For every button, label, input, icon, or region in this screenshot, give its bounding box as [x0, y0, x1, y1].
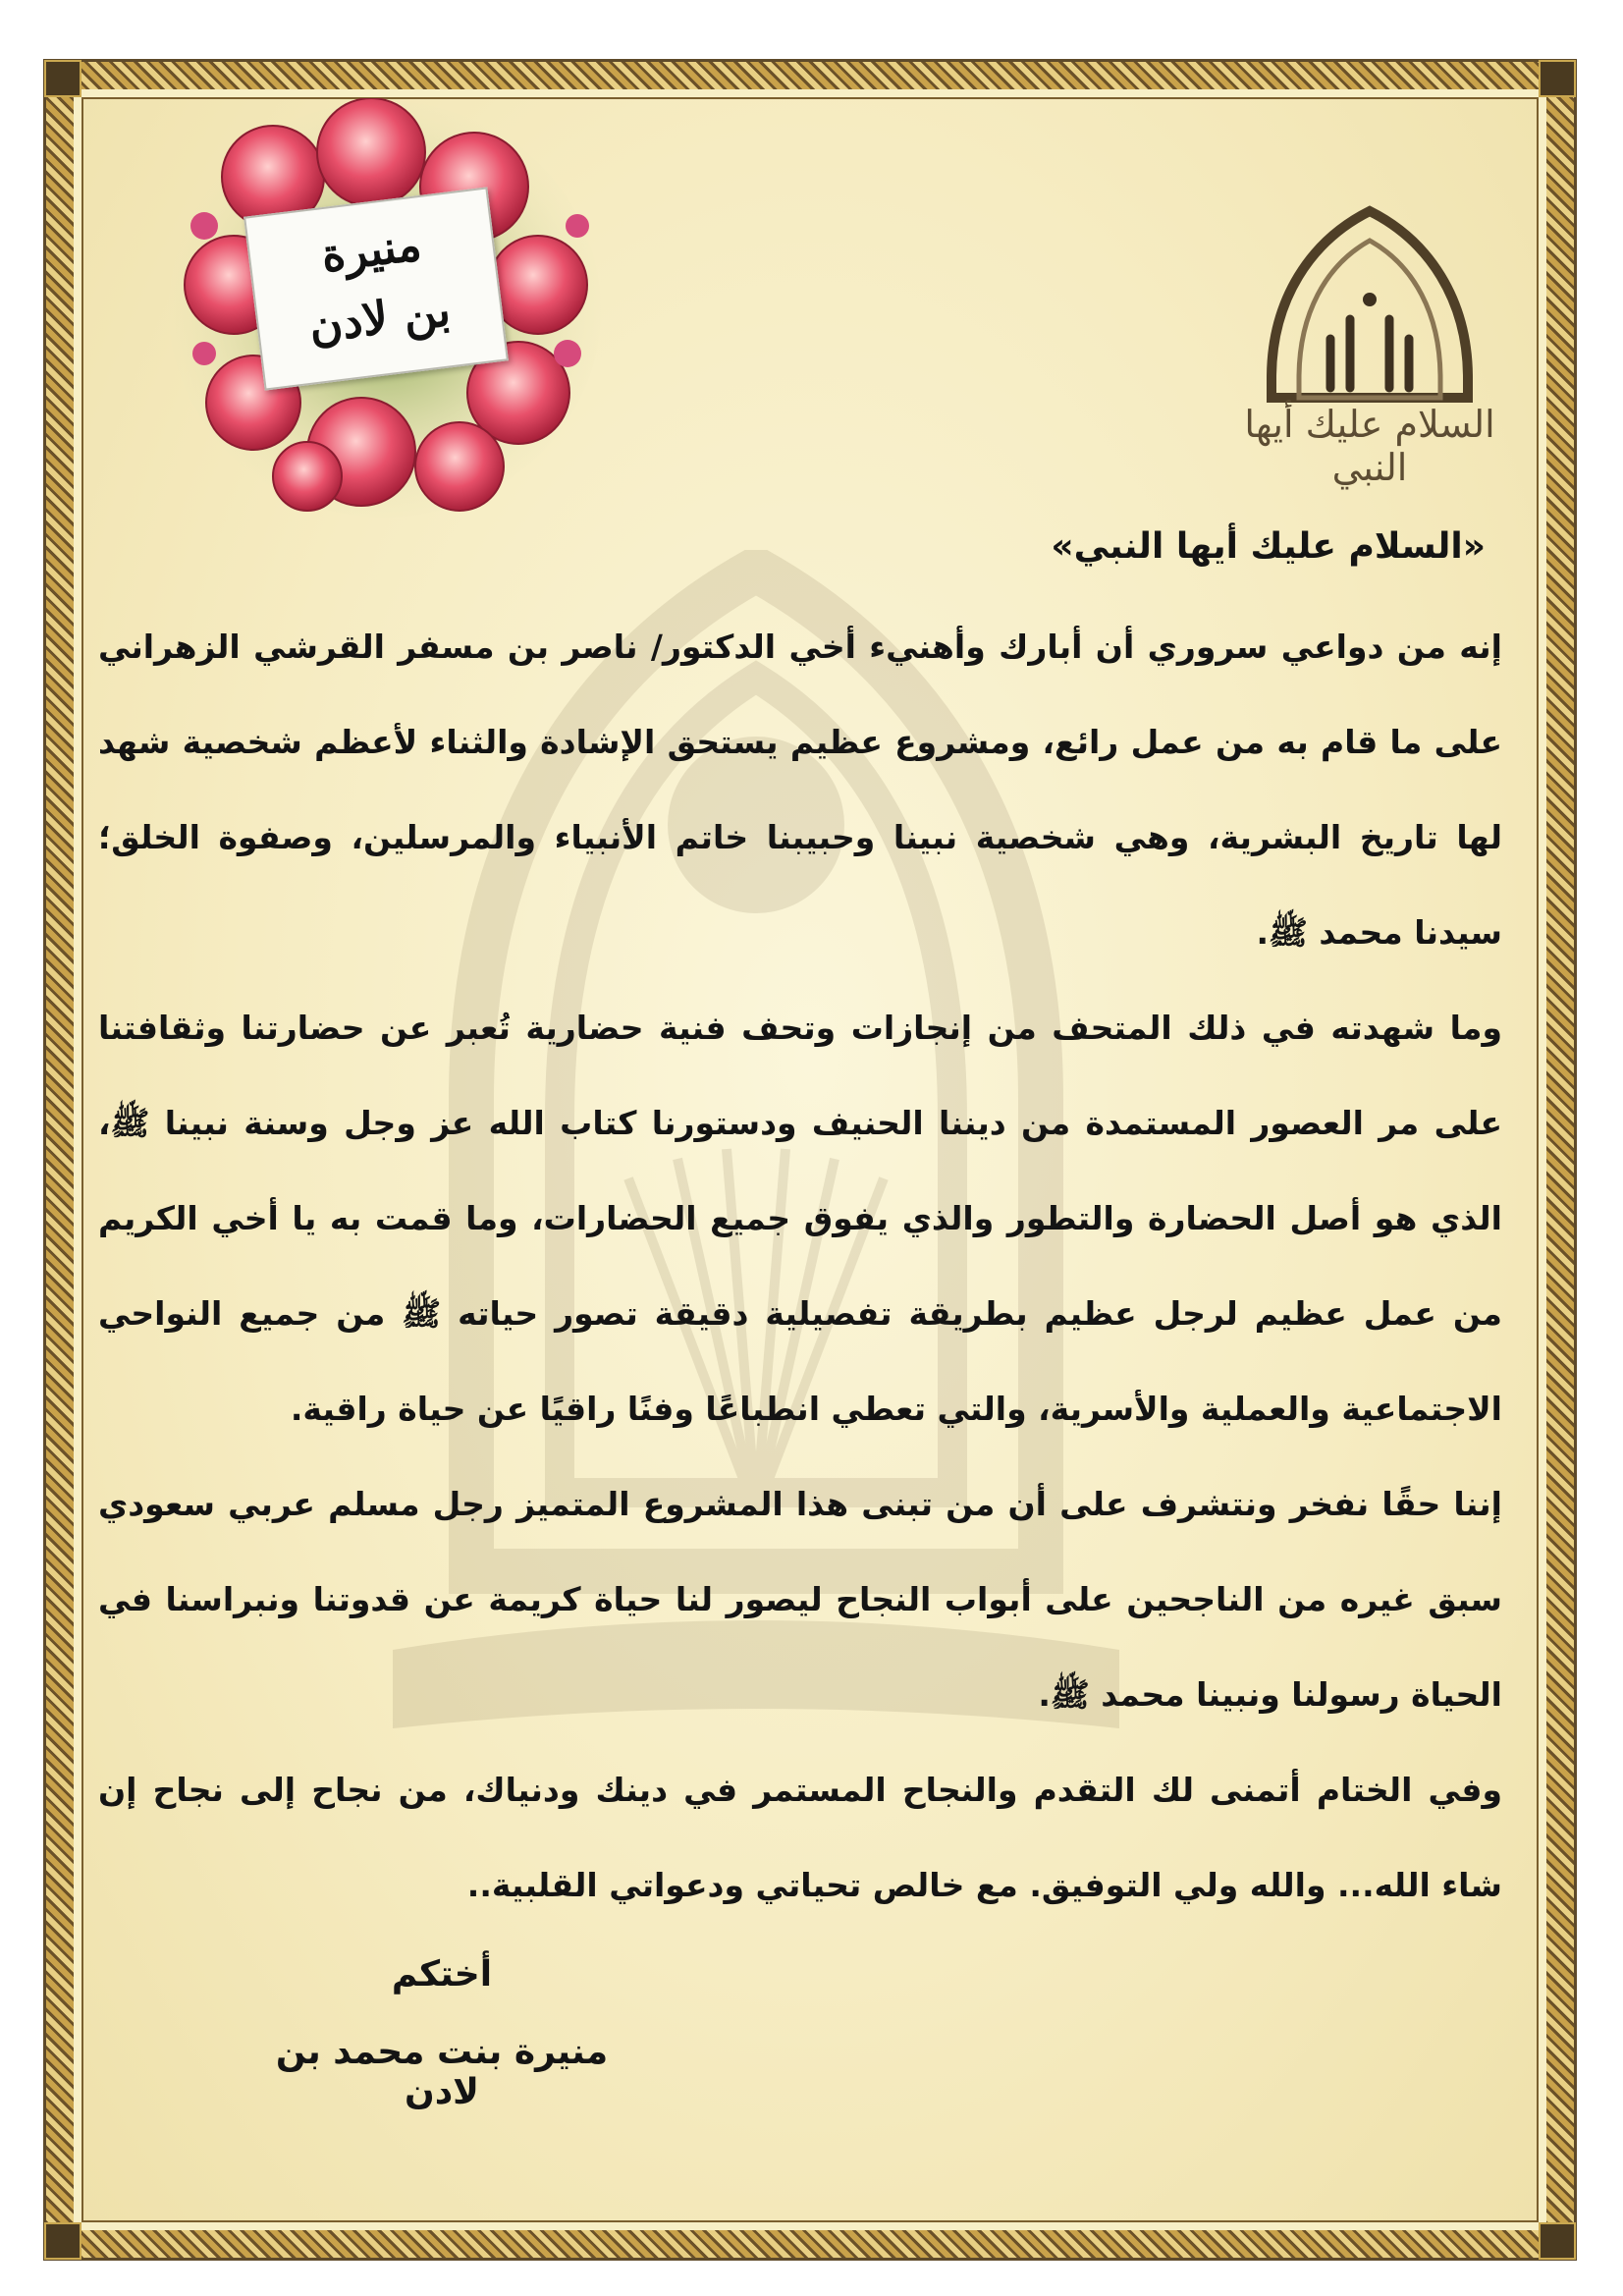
closing-phrase: أختكم: [391, 1954, 493, 1995]
name-card: [243, 187, 509, 390]
signature: منيرة بنت محمد بن لادن: [275, 2032, 609, 2112]
letter-paragraph-1: إنه من دواعي سروري أن أبارك وأهنيء أخي الدكتور/ ناصر بن مسفر القرشي الزهراني على ما قام به من عمل رائع، ومشروع عظيم يستحق الإشادة والثناء لأعظم شخصية شهد لها تاريخ البشرية، وهي شخصية نبينا وحبيبنا خاتم الأنبياء والمرسلين، وصفوة الخلق؛ سيدنا محمد ﷺ.: [98, 628, 1502, 952]
frame-corner-ornament: [1539, 2222, 1576, 2260]
letter-paragraph-2: وما شهدته في ذلك المتحف من إنجازات وتحف فنية حضارية تُعبر عن حضارتنا وثقافتنا على مر العصور المستمدة من ديننا الحنيف ودستورنا كتاب الله عز وجل وسنة نبينا ﷺ، الذي هو أصل الحضارة والتطور والذي يفوق جميع الحضارات، وما قمت به يا أخي الكريم من عمل عظيم لرجل عظيم بطريقة تفصيلية دقيقة تصور حياته ﷺ من جميع النواحي الاجتماعية والعملية والأسرية، والتي تعطي انطباعًا وفنًا راقيًا عن حياة راقية.: [98, 1009, 1502, 1428]
letter-closing: [265, 1954, 619, 2112]
name-card-line-2: بن لادن: [305, 283, 454, 354]
letter-salutation: «السلام عليك أيها النبي»: [1051, 526, 1486, 567]
frame-corner-ornament: [44, 60, 81, 97]
logo-caption: السلام عليك أيها النبي: [1244, 403, 1495, 489]
name-card-line-1: منيرة: [318, 217, 424, 283]
letter-body: [98, 599, 1502, 1933]
letter-paragraph-4: وفي الختام أتمنى لك التقدم والنجاح المستمر في دينك ودنياك، من نجاح إلى نجاح إن شاء الله... والله ولي التوفيق. مع خالص تحياتي ودعواتي القلبية..: [98, 1771, 1502, 1904]
frame-corner-ornament: [44, 2222, 81, 2260]
letter-paragraph-3: إننا حقًا نفخر ونتشرف على أن من تبنى هذا المشروع المتميز رجل مسلم عربي سعودي سبق غيره من الناجحين على أبواب النجاح ليصور لنا حياة كريمة عن قدوتنا ونبراسنا في الحياة رسولنا ونبينا محمد ﷺ.: [98, 1485, 1502, 1714]
frame-corner-ornament: [1539, 60, 1576, 97]
